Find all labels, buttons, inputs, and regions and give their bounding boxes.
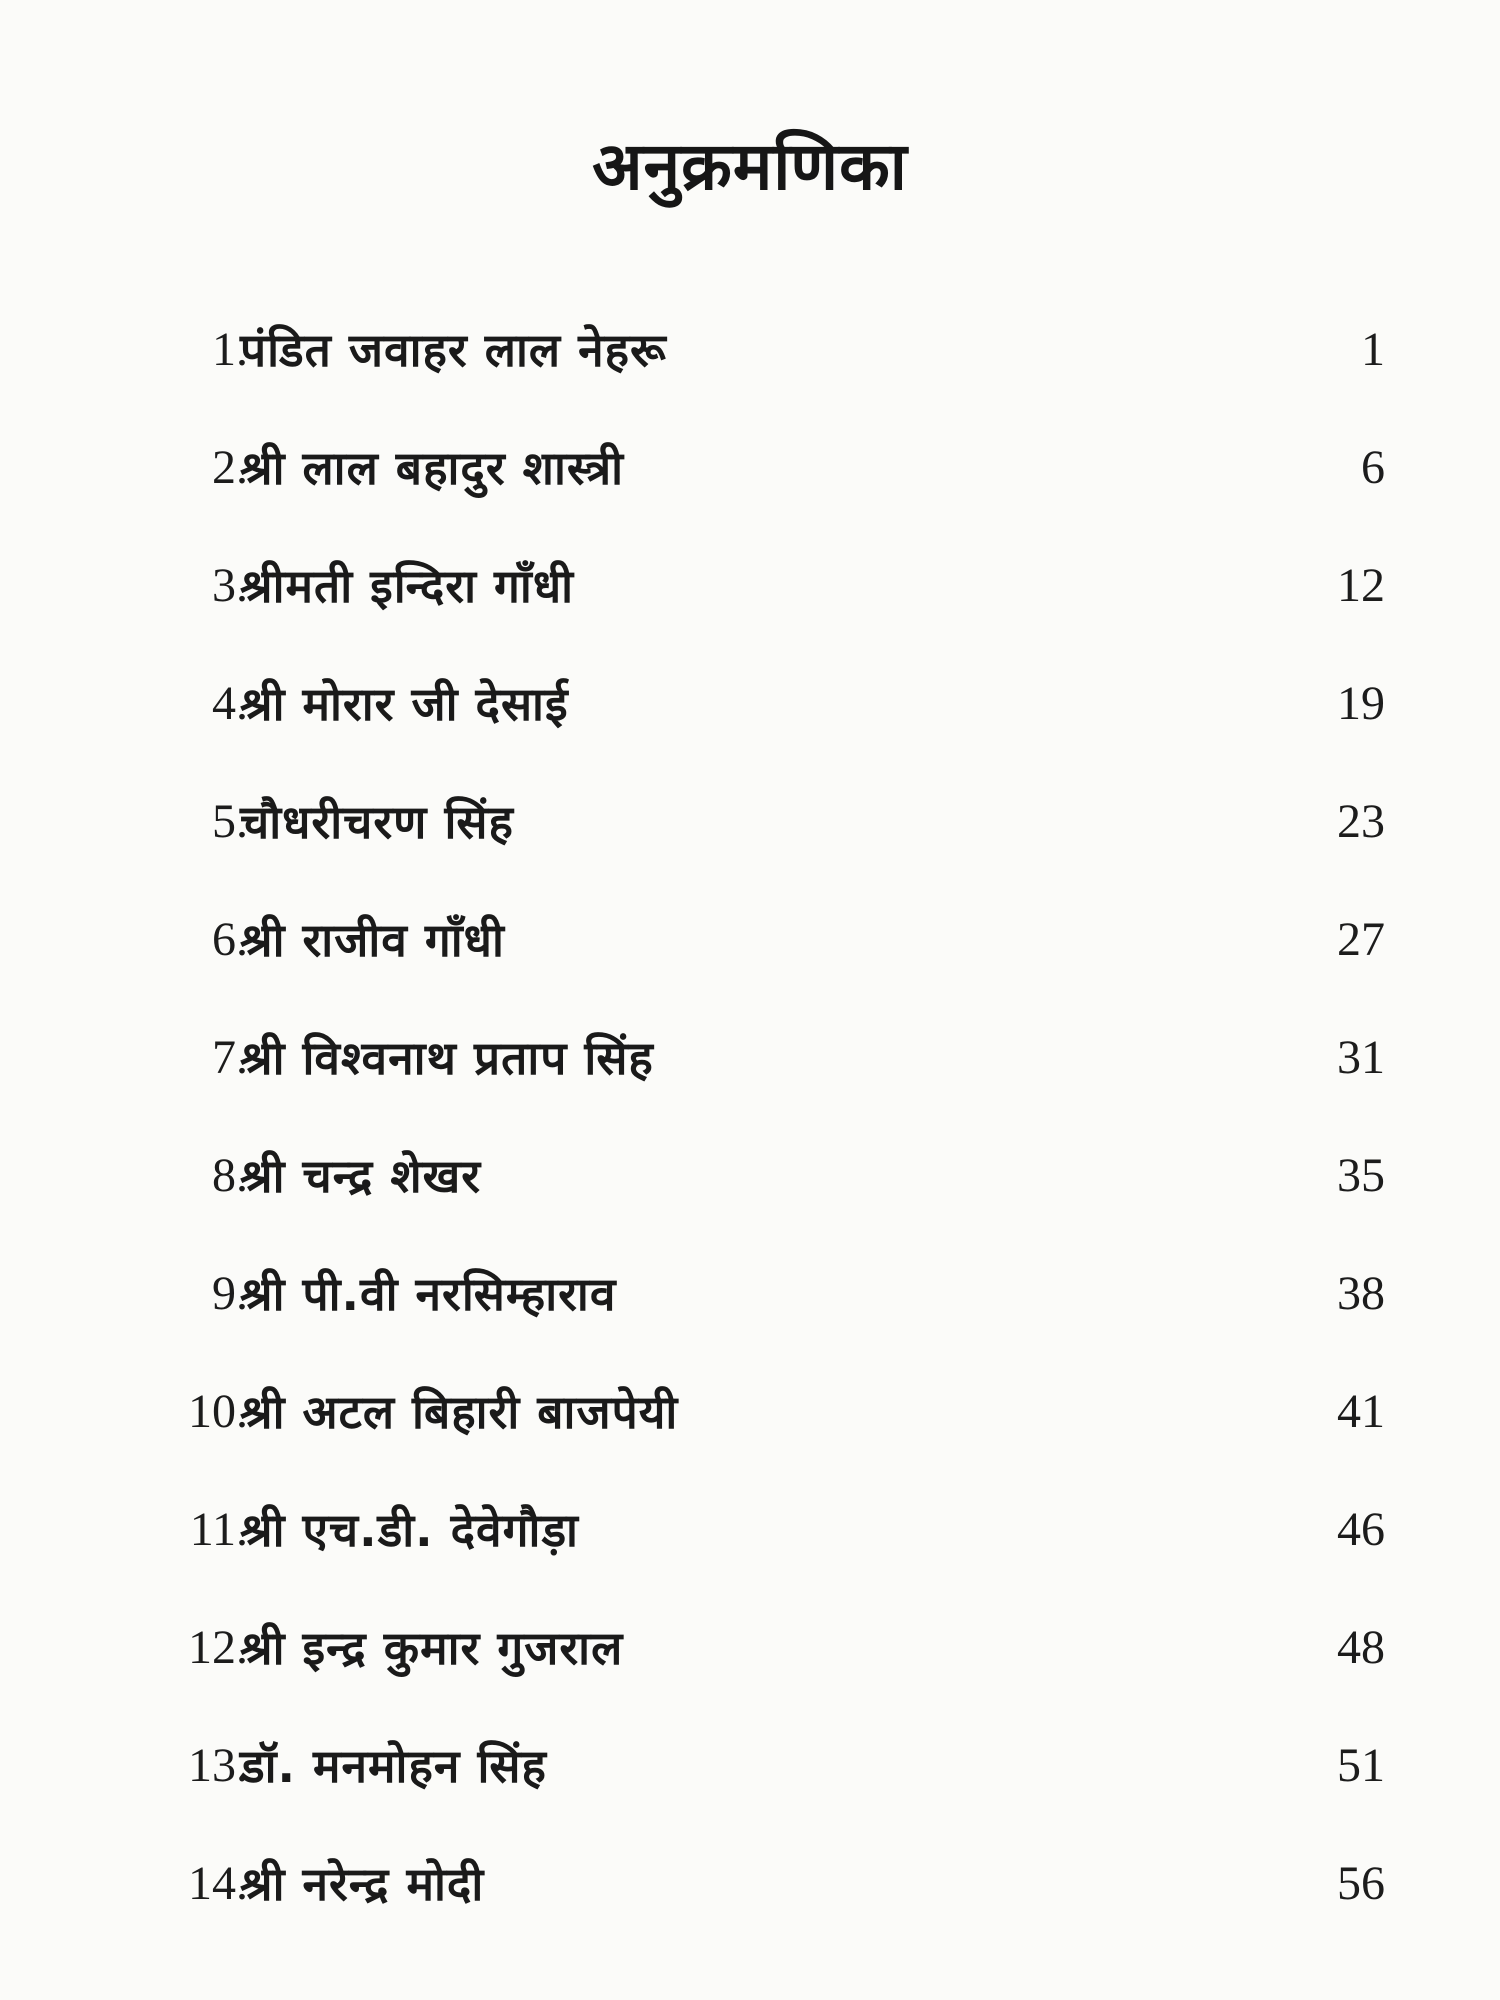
entry-number: 11.	[189, 1503, 248, 1556]
entry-number: 3.	[212, 559, 248, 612]
entry-number: 7.	[212, 1031, 248, 1084]
entry-title: श्री मोरार जी देसाई	[240, 677, 569, 731]
entry-number: 13.	[188, 1739, 248, 1792]
entry-title: डॉ. मनमोहन सिंह	[240, 1739, 547, 1793]
entry-page-number: 23	[1337, 795, 1385, 848]
toc-entry	[0, 423, 1500, 513]
toc-entry	[0, 1603, 1500, 1693]
entry-title: श्री लाल बहादुर शास्त्री	[240, 441, 625, 495]
entry-page-number: 51	[1337, 1739, 1385, 1792]
toc-entry	[0, 1839, 1500, 1929]
entry-page-number: 6	[1361, 441, 1385, 494]
entry-number: 8.	[212, 1149, 248, 1202]
toc-entry	[0, 1721, 1500, 1811]
entry-page-number: 46	[1337, 1503, 1385, 1556]
entry-title: श्री इन्द्र कुमार गुजराल	[240, 1621, 624, 1675]
entry-title: श्री अटल बिहारी बाजपेयी	[240, 1385, 679, 1439]
entry-page-number: 56	[1337, 1857, 1385, 1910]
entry-title: श्री विश्वनाथ प्रताप सिंह	[240, 1031, 654, 1085]
entry-page-number: 35	[1337, 1149, 1385, 1202]
entry-title: श्रीमती इन्दिरा गाँधी	[240, 559, 575, 613]
entry-title: श्री नरेन्द्र मोदी	[240, 1857, 485, 1911]
entry-title: पंडित जवाहर लाल नेहरू	[240, 323, 667, 377]
entry-page-number: 48	[1337, 1621, 1385, 1674]
entry-page-number: 27	[1337, 913, 1385, 966]
entry-page-number: 38	[1337, 1267, 1385, 1320]
entry-number: 5.	[212, 795, 248, 848]
toc-entry	[0, 659, 1500, 749]
entry-number: 1.	[212, 323, 248, 376]
toc-entry	[0, 1249, 1500, 1339]
toc-entry	[0, 1013, 1500, 1103]
entry-number: 6.	[212, 913, 248, 966]
entry-number: 9.	[212, 1267, 248, 1320]
page-title: अनुक्रमणिका	[592, 128, 908, 205]
entry-number: 2.	[212, 441, 248, 494]
entry-title: श्री एच.डी. देवेगौड़ा	[240, 1503, 579, 1557]
entry-page-number: 19	[1337, 677, 1385, 730]
entry-number: 12.	[188, 1621, 248, 1674]
entry-number: 4.	[212, 677, 248, 730]
entry-title: श्री चन्द्र शेखर	[240, 1149, 482, 1203]
entry-title: श्री राजीव गाँधी	[240, 913, 505, 967]
toc-entry	[0, 305, 1500, 395]
entry-page-number: 1	[1361, 323, 1385, 376]
entry-number: 10.	[188, 1385, 248, 1438]
toc-entry	[0, 541, 1500, 631]
toc-entry	[0, 777, 1500, 867]
entry-page-number: 12	[1337, 559, 1385, 612]
toc-entry	[0, 1367, 1500, 1457]
entry-page-number: 31	[1337, 1031, 1385, 1084]
toc-entry	[0, 1485, 1500, 1575]
entry-title: चौधरीचरण सिंह	[240, 795, 514, 849]
entry-title: श्री पी.वी नरसिम्हाराव	[240, 1267, 617, 1321]
toc-entry	[0, 895, 1500, 985]
entry-number: 14.	[188, 1857, 248, 1910]
toc-entry	[0, 1131, 1500, 1221]
entry-page-number: 41	[1337, 1385, 1385, 1438]
